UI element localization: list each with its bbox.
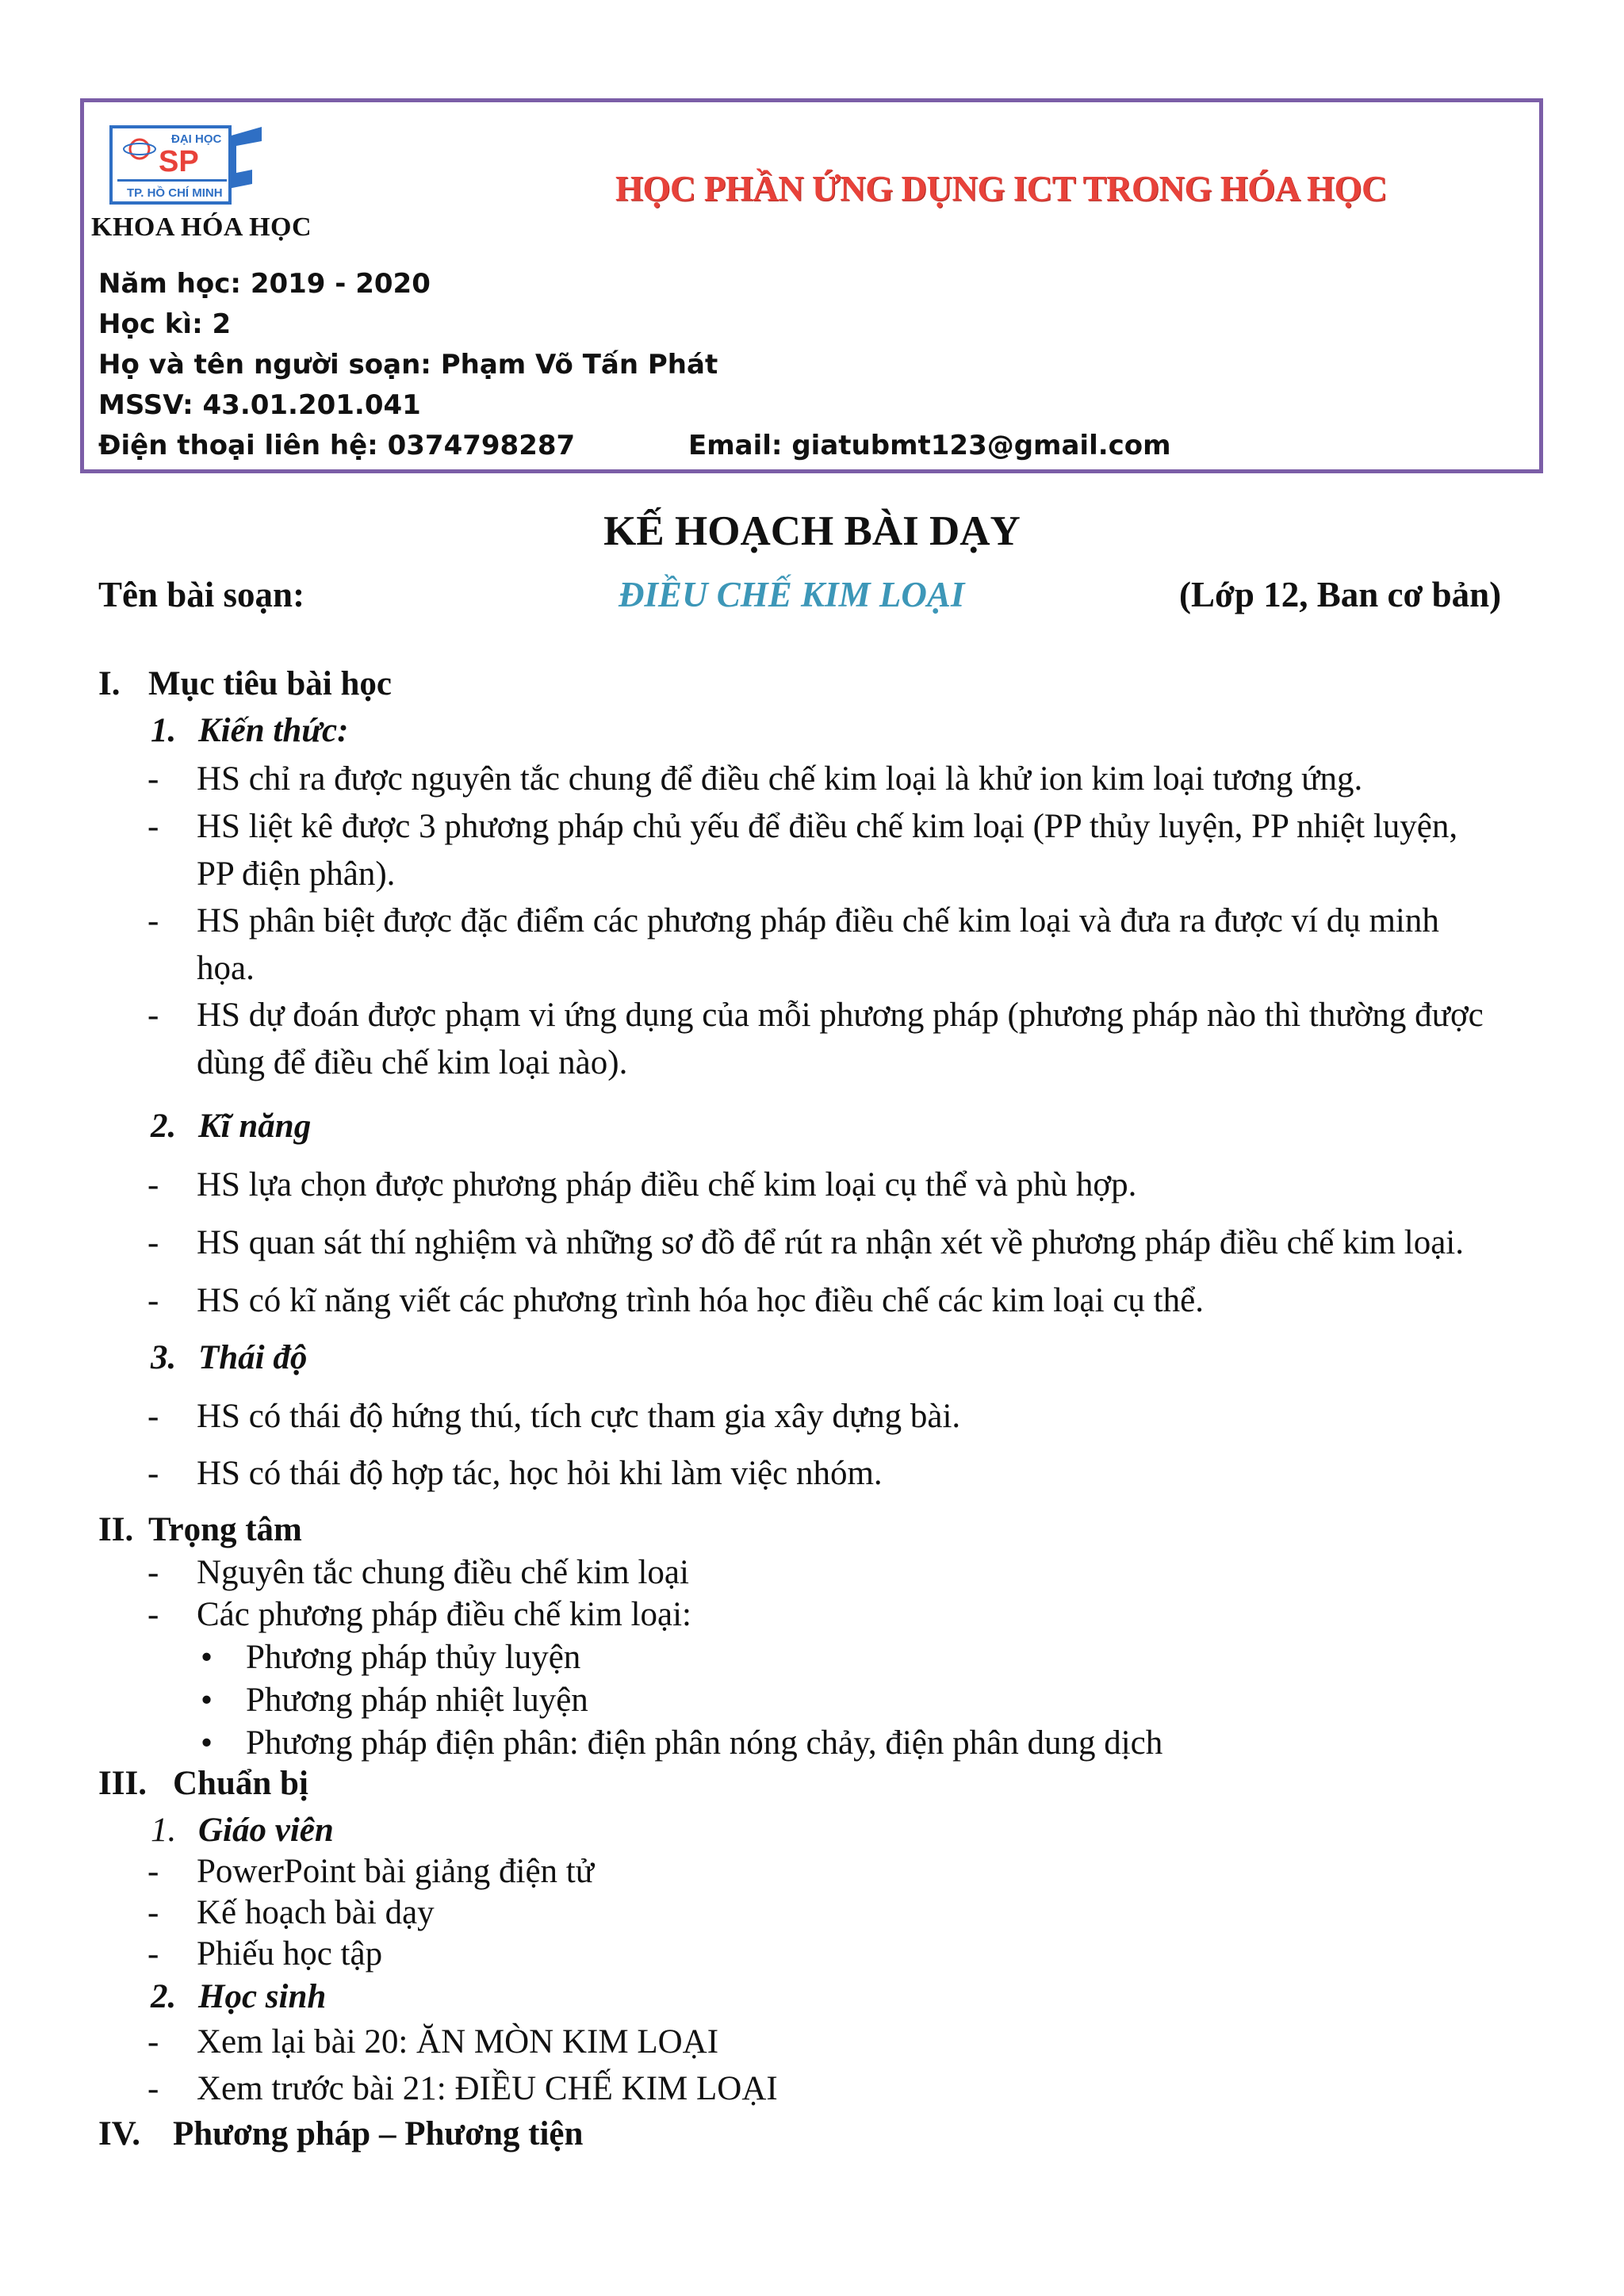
list-item: Xem lại bài 20: ĂN MÒN KIM LOẠI xyxy=(197,2023,719,2061)
list-item: HS dự đoán được phạm vi ứng dụng của mỗi phương pháp (phương pháp nào thì thường được xyxy=(197,997,1484,1034)
subsection-title: Kĩ năng xyxy=(198,1108,312,1145)
list-item: PowerPoint bài giảng điện tử xyxy=(197,1853,595,1890)
logo-text-line3: TP. HỒ CHÍ MINH xyxy=(127,186,223,200)
list-item-continuation: họa. xyxy=(197,950,255,987)
section-number: IV. xyxy=(98,2115,140,2152)
subsection-number: 1. xyxy=(151,1812,177,1849)
dash-marker: - xyxy=(147,1935,159,1973)
dash-marker: - xyxy=(147,1894,159,1931)
subsection-title: Học sinh xyxy=(198,1978,327,2015)
list-item: Nguyên tắc chung điều chế kim loại xyxy=(197,1554,689,1591)
section-number: I. xyxy=(98,665,121,702)
bullet-item: Phương pháp nhiệt luyện xyxy=(246,1682,588,1719)
faculty-name: KHOA HÓA HỌC xyxy=(91,212,312,242)
school-year: Năm học: 2019 - 2020 xyxy=(98,268,431,300)
author-name: Họ và tên người soạn: Phạm Võ Tấn Phát xyxy=(98,349,718,381)
email: Email: giatubmt123@gmail.com xyxy=(688,430,1171,461)
list-item: Phiếu học tập xyxy=(197,1935,383,1973)
subsection-number: 1. xyxy=(151,712,177,749)
list-item: HS liệt kê được 3 phương pháp chủ yếu để điều chế kim loại (PP thủy luyện, PP nhiệt luyện, xyxy=(197,808,1458,845)
list-item: Xem trước bài 21: ĐIỀU CHẾ KIM LOẠI xyxy=(197,2070,778,2107)
subsection-title: Thái độ xyxy=(198,1339,308,1376)
list-item: HS quan sát thí nghiệm và những sơ đồ để rút ra nhận xét về phương pháp điều chế kim loại. xyxy=(197,1224,1464,1261)
subsection-title: Giáo viên xyxy=(198,1812,334,1849)
student-id: MSSV: 43.01.201.041 xyxy=(98,389,421,421)
dash-marker: - xyxy=(147,2070,159,2107)
list-item: HS phân biệt được đặc điểm các phương pháp điều chế kim loại và đưa ra được ví dụ minh xyxy=(197,902,1439,939)
list-item: Các phương pháp điều chế kim loại: xyxy=(197,1596,692,1633)
list-item: HS có kĩ năng viết các phương trình hóa học điều chế các kim loại cụ thể. xyxy=(197,1282,1204,1319)
subsection-number: 2. xyxy=(151,1108,177,1145)
dash-marker: - xyxy=(147,808,159,845)
lesson-label: Tên bài soạn: xyxy=(98,575,305,614)
list-item-continuation: dùng để điều chế kim loại nào). xyxy=(197,1044,628,1081)
lesson-name: ĐIỀU CHẾ KIM LOẠI xyxy=(619,575,965,614)
dash-marker: - xyxy=(147,760,159,798)
plan-title: KẾ HOẠCH BÀI DẠY xyxy=(603,508,1021,554)
list-item-continuation: PP điện phân). xyxy=(197,855,396,893)
university-logo xyxy=(109,125,263,208)
list-item: HS lựa chọn được phương pháp điều chế kim loại cụ thể và phù hợp. xyxy=(197,1166,1137,1203)
phone: Điện thoại liên hệ: 0374798287 xyxy=(98,430,576,461)
dash-marker: - xyxy=(147,1554,159,1591)
section-number: III. xyxy=(98,1765,147,1802)
section-number: II. xyxy=(98,1511,134,1548)
dash-marker: - xyxy=(147,1224,159,1261)
logo-text-sp: SP xyxy=(159,145,199,178)
course-title: HỌC PHẦN ỨNG DỤNG ICT TRONG HÓA HỌC xyxy=(615,169,1387,209)
bullet-item: Phương pháp thủy luyện xyxy=(246,1639,581,1676)
dash-marker: - xyxy=(147,1596,159,1633)
bullet-marker: • xyxy=(201,1724,213,1762)
dash-marker: - xyxy=(147,1398,159,1435)
section-title: Chuẩn bị xyxy=(173,1765,308,1802)
subsection-number: 2. xyxy=(151,1978,177,2015)
list-item: Kế hoạch bài dạy xyxy=(197,1894,435,1931)
list-item: HS có thái độ hứng thú, tích cực tham gia xây dựng bài. xyxy=(197,1398,961,1435)
logo-text-line1: ĐẠI HỌC xyxy=(171,132,222,146)
semester: Học kì: 2 xyxy=(98,308,232,340)
bullet-marker: • xyxy=(201,1682,213,1719)
dash-marker: - xyxy=(147,1853,159,1890)
lesson-class: (Lớp 12, Ban cơ bản) xyxy=(1179,575,1502,614)
subsection-number: 3. xyxy=(151,1339,177,1376)
list-item: HS có thái độ hợp tác, học hỏi khi làm việc nhóm. xyxy=(197,1455,883,1492)
list-item: HS chỉ ra được nguyên tắc chung để điều chế kim loại là khử ion kim loại tương ứng. xyxy=(197,760,1363,798)
section-title: Phương pháp – Phương tiện xyxy=(173,2115,584,2152)
dash-marker: - xyxy=(147,1282,159,1319)
dash-marker: - xyxy=(147,997,159,1034)
dash-marker: - xyxy=(147,2023,159,2061)
bullet-marker: • xyxy=(201,1639,213,1676)
dash-marker: - xyxy=(147,1455,159,1492)
subsection-title: Kiến thức: xyxy=(198,712,349,749)
dash-marker: - xyxy=(147,1166,159,1203)
bullet-item: Phương pháp điện phân: điện phân nóng chảy, điện phân dung dịch xyxy=(246,1724,1163,1762)
section-title: Trọng tâm xyxy=(148,1511,302,1548)
dash-marker: - xyxy=(147,902,159,939)
section-title: Mục tiêu bài học xyxy=(148,665,392,702)
